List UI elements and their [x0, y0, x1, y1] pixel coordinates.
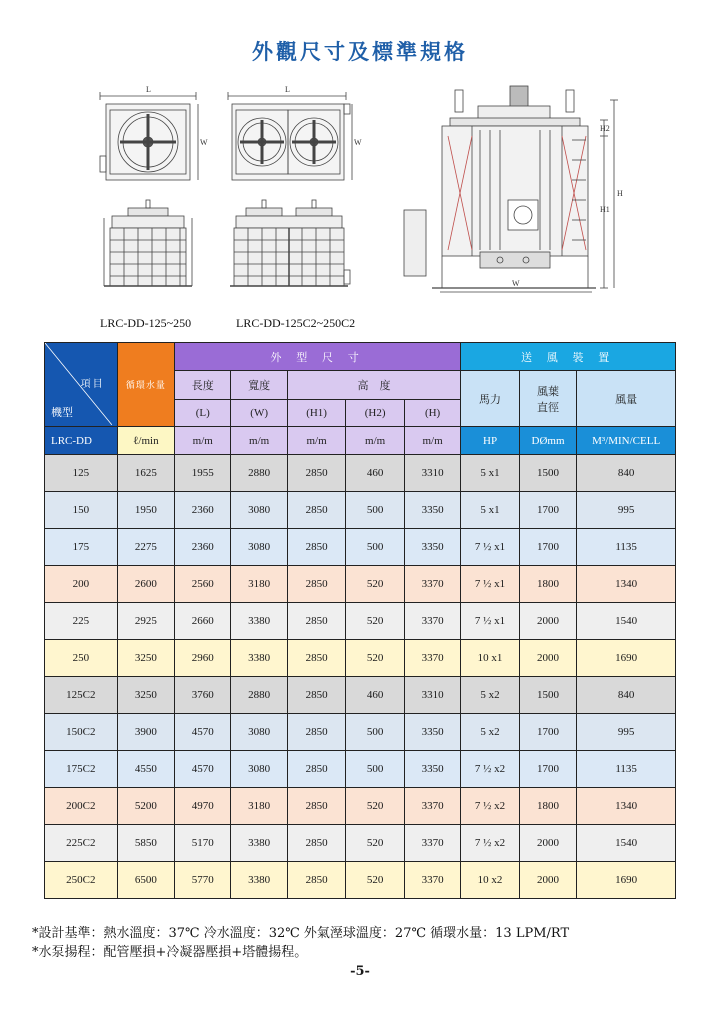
cell-water: 2925: [117, 603, 174, 640]
cell-length: 3760: [175, 677, 231, 714]
cell-width: 2880: [231, 677, 287, 714]
cell-length: 5170: [175, 825, 231, 862]
unit-length: m/m: [175, 427, 231, 455]
header-length: 長度: [175, 371, 231, 400]
cell-model: 175C2: [45, 751, 118, 788]
dim-label-h1: H1: [600, 205, 610, 214]
cell-h: 3370: [404, 603, 460, 640]
cell-h2: 520: [346, 862, 405, 899]
cell-h2: 500: [346, 751, 405, 788]
table-row: [45, 825, 676, 862]
cell-length: 2960: [175, 640, 231, 677]
cell-air: 995: [577, 492, 676, 529]
header-height: 高 度: [287, 371, 460, 400]
header-dimensions-group: 外 型 尺 寸: [175, 343, 461, 371]
side-view-large: [404, 86, 618, 292]
cell-h: 3370: [404, 640, 460, 677]
table-row: [45, 603, 676, 640]
front-view-single: [104, 200, 192, 286]
table-row: [45, 714, 676, 751]
spec-table: [44, 342, 676, 899]
cell-hp: 7 ½ x1: [461, 566, 520, 603]
cell-length: 4570: [175, 751, 231, 788]
header-item-label: 項目: [80, 379, 105, 390]
cell-water: 1625: [117, 455, 174, 492]
cell-h1: 2850: [287, 529, 346, 566]
cell-width: 3380: [231, 825, 287, 862]
cell-model: 200: [45, 566, 118, 603]
cell-water: 3900: [117, 714, 174, 751]
cell-model: 125C2: [45, 677, 118, 714]
header-l-symbol: (L): [175, 400, 231, 427]
header-h1-symbol: (H1): [287, 400, 346, 427]
cell-h1: 2850: [287, 825, 346, 862]
unit-water: ℓ/min: [117, 427, 174, 455]
unit-airflow: M³/MIN/CELL: [577, 427, 676, 455]
cell-hp: 7 ½ x1: [461, 603, 520, 640]
top-view-single: [100, 92, 198, 180]
dim-label-h2: H2: [600, 124, 610, 133]
cell-air: 840: [577, 677, 676, 714]
cell-width: 3080: [231, 714, 287, 751]
cell-hp: 7 ½ x2: [461, 825, 520, 862]
cell-h2: 460: [346, 455, 405, 492]
dim-label-h: H: [617, 189, 623, 198]
cell-width: 2880: [231, 455, 287, 492]
header-h2-symbol: (H2): [346, 400, 405, 427]
unit-hp: HP: [461, 427, 520, 455]
cell-air: 995: [577, 714, 676, 751]
table-row: [45, 788, 676, 825]
table-row: [45, 455, 676, 492]
dim-label-w-double: W: [354, 138, 362, 147]
cell-model: 250C2: [45, 862, 118, 899]
notes: [32, 924, 569, 962]
table-row: [45, 677, 676, 714]
cell-dia: 1700: [519, 529, 576, 566]
cell-water: 5850: [117, 825, 174, 862]
cell-width: 3380: [231, 603, 287, 640]
cell-width: 3380: [231, 640, 287, 677]
cell-width: 3180: [231, 566, 287, 603]
front-view-double: [230, 200, 350, 286]
top-view-double: [228, 92, 352, 180]
page-title: 外觀尺寸及標準規格: [252, 39, 468, 64]
cell-h1: 2850: [287, 566, 346, 603]
cell-model: 200C2: [45, 788, 118, 825]
cell-width: 3080: [231, 529, 287, 566]
cell-air: 1135: [577, 529, 676, 566]
cell-hp: 7 ½ x2: [461, 788, 520, 825]
dim-label-l-single: L: [146, 85, 151, 94]
cell-h: 3370: [404, 566, 460, 603]
page-number: -5-: [350, 964, 370, 979]
cell-air: 1540: [577, 825, 676, 862]
cell-h1: 2850: [287, 862, 346, 899]
cell-air: 1540: [577, 603, 676, 640]
cell-air: 1690: [577, 862, 676, 899]
cell-h: 3310: [404, 677, 460, 714]
cell-dia: 1800: [519, 566, 576, 603]
cell-h2: 520: [346, 566, 405, 603]
cell-model: 250: [45, 640, 118, 677]
table-row: [45, 862, 676, 899]
cell-hp: 5 x1: [461, 455, 520, 492]
cell-hp: 7 ½ x1: [461, 529, 520, 566]
header-w-symbol: (W): [231, 400, 287, 427]
cell-water: 5200: [117, 788, 174, 825]
cell-length: 5770: [175, 862, 231, 899]
cell-air: 1135: [577, 751, 676, 788]
cell-h1: 2850: [287, 640, 346, 677]
cell-dia: 1500: [519, 677, 576, 714]
cell-water: 1950: [117, 492, 174, 529]
cell-air: 840: [577, 455, 676, 492]
cell-length: 2660: [175, 603, 231, 640]
header-model-code: LRC-DD: [45, 427, 118, 455]
cell-h2: 460: [346, 677, 405, 714]
dim-label-w-side: W: [512, 279, 520, 288]
cell-width: 3380: [231, 862, 287, 899]
cell-water: 4550: [117, 751, 174, 788]
cell-h1: 2850: [287, 714, 346, 751]
cell-dia: 1500: [519, 455, 576, 492]
header-width: 寬度: [231, 371, 287, 400]
cell-model: 175: [45, 529, 118, 566]
cell-model: 150: [45, 492, 118, 529]
unit-width: m/m: [231, 427, 287, 455]
cell-hp: 10 x1: [461, 640, 520, 677]
cell-hp: 7 ½ x2: [461, 751, 520, 788]
table-row: [45, 566, 676, 603]
cell-length: 4970: [175, 788, 231, 825]
cell-h: 3350: [404, 751, 460, 788]
caption-double-model: LRC-DD-125C2~250C2: [236, 316, 356, 330]
cell-h: 3350: [404, 529, 460, 566]
cell-dia: 1700: [519, 714, 576, 751]
cell-dia: 1700: [519, 492, 576, 529]
note-pump-head: *水泵揚程：配管壓損+冷凝器壓損+塔體揚程。: [32, 945, 308, 960]
cell-air: 1340: [577, 788, 676, 825]
cell-air: 1340: [577, 566, 676, 603]
cell-width: 3080: [231, 751, 287, 788]
cell-h: 3350: [404, 492, 460, 529]
cell-water: 2600: [117, 566, 174, 603]
caption-single-model: LRC-DD-125~250: [100, 316, 192, 330]
table-row: [45, 529, 676, 566]
table-row: [45, 751, 676, 788]
cell-h2: 520: [346, 603, 405, 640]
cell-model: 225: [45, 603, 118, 640]
cell-width: 3080: [231, 492, 287, 529]
header-horsepower: 馬力: [461, 371, 520, 427]
cell-h2: 520: [346, 640, 405, 677]
cell-length: 1955: [175, 455, 231, 492]
cell-width: 3180: [231, 788, 287, 825]
cell-h1: 2850: [287, 788, 346, 825]
cell-hp: 5 x2: [461, 677, 520, 714]
dimension-drawings: [0, 0, 720, 340]
header-airflow: 風量: [577, 371, 676, 427]
cell-h2: 520: [346, 825, 405, 862]
cell-h1: 2850: [287, 455, 346, 492]
cell-hp: 10 x2: [461, 862, 520, 899]
cell-h2: 500: [346, 492, 405, 529]
cell-model: 225C2: [45, 825, 118, 862]
cell-hp: 5 x1: [461, 492, 520, 529]
cell-h2: 520: [346, 788, 405, 825]
cell-h1: 2850: [287, 677, 346, 714]
unit-diameter: DØmm: [519, 427, 576, 455]
cell-model: 150C2: [45, 714, 118, 751]
cell-length: 2360: [175, 492, 231, 529]
header-model-item: [45, 343, 118, 427]
header-water-flow: 循環水量: [117, 343, 174, 427]
cell-h: 3370: [404, 825, 460, 862]
unit-h2: m/m: [346, 427, 405, 455]
cell-dia: 2000: [519, 640, 576, 677]
cell-h: 3310: [404, 455, 460, 492]
unit-h1: m/m: [287, 427, 346, 455]
cell-h1: 2850: [287, 492, 346, 529]
cell-h1: 2850: [287, 603, 346, 640]
cell-dia: 2000: [519, 862, 576, 899]
cell-h: 3370: [404, 788, 460, 825]
cell-h2: 500: [346, 714, 405, 751]
cell-dia: 1700: [519, 751, 576, 788]
cell-length: 2560: [175, 566, 231, 603]
unit-h: m/m: [404, 427, 460, 455]
cell-water: 2275: [117, 529, 174, 566]
cell-dia: 2000: [519, 603, 576, 640]
cell-h2: 500: [346, 529, 405, 566]
cell-dia: 1800: [519, 788, 576, 825]
header-fan-diameter: 風葉 直徑: [519, 371, 576, 427]
cell-length: 2360: [175, 529, 231, 566]
header-h-symbol: (H): [404, 400, 460, 427]
note-design-basis: *設計基準：熱水溫度：37℃ 冷水溫度：32℃ 外氣溼球溫度：27℃ 循環水量：13 LPM/RT: [32, 926, 570, 941]
cell-water: 3250: [117, 640, 174, 677]
cell-water: 6500: [117, 862, 174, 899]
cell-length: 4570: [175, 714, 231, 751]
cell-water: 3250: [117, 677, 174, 714]
cell-h: 3350: [404, 714, 460, 751]
table-row: [45, 640, 676, 677]
cell-dia: 2000: [519, 825, 576, 862]
spec-table-body: [45, 455, 676, 899]
cell-h: 3370: [404, 862, 460, 899]
cell-h1: 2850: [287, 751, 346, 788]
header-fan-group: 送 風 裝 置: [461, 343, 676, 371]
cell-model: 125: [45, 455, 118, 492]
dim-label-l-double: L: [285, 85, 290, 94]
dim-label-w-single: W: [200, 138, 208, 147]
table-row: [45, 492, 676, 529]
cell-hp: 5 x2: [461, 714, 520, 751]
header-model-label: 機型: [51, 407, 73, 419]
cell-air: 1690: [577, 640, 676, 677]
